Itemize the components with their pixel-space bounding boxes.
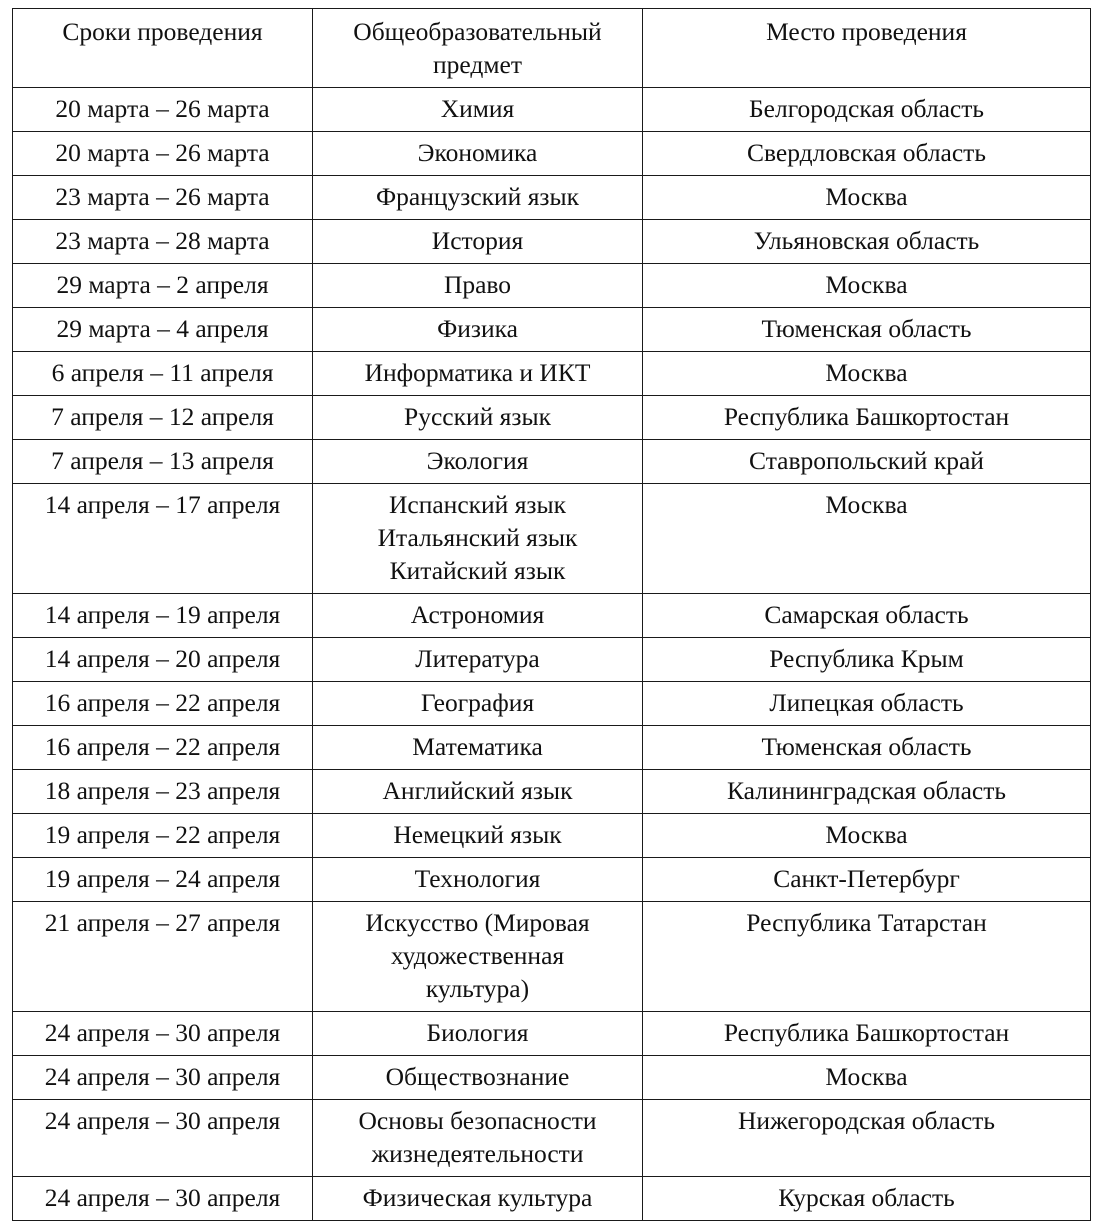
cell-subject: [313, 88, 643, 132]
table-row: [13, 814, 1091, 858]
cell-dates: 29 марта – 4 апреля: [13, 308, 313, 352]
cell-dates: 23 марта – 28 марта: [13, 220, 313, 264]
cell-dates: 7 апреля – 13 апреля: [13, 440, 313, 484]
cell-place: Липецкая область: [643, 682, 1091, 726]
cell-subject-line: Право: [443, 270, 512, 299]
cell-subject-line: История: [431, 226, 524, 255]
cell-subject: [313, 352, 643, 396]
cell-subject: [313, 176, 643, 220]
cell-subject: [313, 638, 643, 682]
cell-place: Нижегородская область: [643, 1100, 1091, 1177]
cell-subject-line: Экономика: [417, 138, 538, 167]
cell-subject: [313, 1056, 643, 1100]
cell-subject-line: Французский язык: [375, 182, 580, 211]
table-row: [13, 594, 1091, 638]
cell-subject-line: Испанский язык: [388, 490, 567, 519]
header-row: [13, 9, 1091, 88]
table-header: [13, 9, 1091, 88]
table-row: [13, 1056, 1091, 1100]
cell-subject-line: Основы безопасности: [358, 1106, 597, 1135]
cell-dates: 29 марта – 2 апреля: [13, 264, 313, 308]
cell-subject: [313, 396, 643, 440]
cell-subject-line: Информатика и ИКТ: [364, 358, 591, 387]
table-row: [13, 440, 1091, 484]
cell-subject: [313, 682, 643, 726]
cell-place: Республика Башкортостан: [643, 1012, 1091, 1056]
cell-subject-line: Литература: [415, 644, 540, 673]
cell-place: Белгородская область: [643, 88, 1091, 132]
cell-subject-line: География: [420, 688, 535, 717]
cell-subject: [313, 308, 643, 352]
cell-dates: 24 апреля – 30 апреля: [13, 1100, 313, 1177]
cell-dates: 23 марта – 26 марта: [13, 176, 313, 220]
table-row: [13, 484, 1091, 594]
cell-subject-line: жизнедеятельности: [371, 1139, 584, 1168]
table-row: [13, 902, 1091, 1012]
header-subject-line: предмет: [433, 50, 522, 79]
cell-subject: [313, 594, 643, 638]
header-subject: [313, 9, 643, 88]
cell-dates: 14 апреля – 17 апреля: [13, 484, 313, 594]
table-row: [13, 88, 1091, 132]
cell-place: Республика Крым: [643, 638, 1091, 682]
table-row: [13, 308, 1091, 352]
cell-subject-line: Обществознание: [385, 1062, 570, 1091]
table-row: [13, 726, 1091, 770]
table-row: [13, 396, 1091, 440]
cell-subject: [313, 770, 643, 814]
cell-dates: 7 апреля – 12 апреля: [13, 396, 313, 440]
table-row: [13, 858, 1091, 902]
cell-dates: 19 апреля – 22 апреля: [13, 814, 313, 858]
table-row: [13, 1177, 1091, 1221]
cell-place: Самарская область: [643, 594, 1091, 638]
table-row: [13, 220, 1091, 264]
cell-place: Республика Татарстан: [643, 902, 1091, 1012]
cell-subject: [313, 440, 643, 484]
cell-dates: 24 апреля – 30 апреля: [13, 1056, 313, 1100]
table-row: [13, 1012, 1091, 1056]
cell-place: Москва: [643, 814, 1091, 858]
cell-subject-line: Китайский язык: [389, 556, 566, 585]
cell-dates: 16 апреля – 22 апреля: [13, 726, 313, 770]
cell-subject-line: Немецкий язык: [393, 820, 562, 849]
cell-place: Москва: [643, 352, 1091, 396]
header-dates: Сроки проведения: [13, 9, 313, 88]
cell-subject-line: Физическая культура: [362, 1183, 593, 1212]
cell-place: Москва: [643, 176, 1091, 220]
header-place: Место проведения: [643, 9, 1091, 88]
cell-subject: [313, 220, 643, 264]
cell-place: Тюменская область: [643, 726, 1091, 770]
cell-place: Курская область: [643, 1177, 1091, 1221]
table-row: [13, 132, 1091, 176]
cell-subject-line: Технология: [414, 864, 541, 893]
cell-place: Москва: [643, 1056, 1091, 1100]
table-row: [13, 770, 1091, 814]
cell-place: Калининградская область: [643, 770, 1091, 814]
cell-subject-line: Английский язык: [382, 776, 573, 805]
table-row: [13, 352, 1091, 396]
table-row: [13, 264, 1091, 308]
cell-place: Тюменская область: [643, 308, 1091, 352]
cell-dates: 19 апреля – 24 апреля: [13, 858, 313, 902]
cell-subject-line: Астрономия: [410, 600, 545, 629]
cell-subject: [313, 264, 643, 308]
cell-subject: [313, 484, 643, 594]
cell-subject: [313, 726, 643, 770]
cell-place: Санкт-Петербург: [643, 858, 1091, 902]
cell-subject-line: Химия: [440, 94, 515, 123]
cell-subject: [313, 902, 643, 1012]
table-body: [13, 88, 1091, 1221]
cell-subject: [313, 1100, 643, 1177]
cell-subject: [313, 132, 643, 176]
cell-place: Свердловская область: [643, 132, 1091, 176]
olympiad-schedule-table: [12, 8, 1091, 1221]
cell-dates: 20 марта – 26 марта: [13, 88, 313, 132]
cell-place: Москва: [643, 484, 1091, 594]
cell-subject: [313, 858, 643, 902]
cell-dates: 14 апреля – 19 апреля: [13, 594, 313, 638]
cell-subject-line: Математика: [412, 732, 543, 761]
cell-subject-line: Русский язык: [404, 402, 551, 431]
table-row: [13, 1100, 1091, 1177]
header-subject-line: Общеобразовательный: [353, 17, 602, 46]
cell-place: Ставропольский край: [643, 440, 1091, 484]
cell-dates: 16 апреля – 22 апреля: [13, 682, 313, 726]
table-row: [13, 176, 1091, 220]
cell-subject: [313, 1177, 643, 1221]
cell-place: Республика Башкортостан: [643, 396, 1091, 440]
table-row: [13, 638, 1091, 682]
cell-dates: 20 марта – 26 марта: [13, 132, 313, 176]
table-row: [13, 682, 1091, 726]
cell-subject-line: Искусство (Мировая: [365, 908, 590, 937]
cell-dates: 24 апреля – 30 апреля: [13, 1177, 313, 1221]
cell-subject: [313, 1012, 643, 1056]
cell-subject-line: Биология: [426, 1018, 529, 1047]
cell-dates: 14 апреля – 20 апреля: [13, 638, 313, 682]
cell-dates: 24 апреля – 30 апреля: [13, 1012, 313, 1056]
cell-subject-line: Экология: [426, 446, 529, 475]
cell-subject: [313, 814, 643, 858]
cell-dates: 21 апреля – 27 апреля: [13, 902, 313, 1012]
cell-subject-line: художественная: [390, 941, 565, 970]
cell-subject-line: Итальянский язык: [377, 523, 578, 552]
cell-place: Ульяновская область: [643, 220, 1091, 264]
cell-place: Москва: [643, 264, 1091, 308]
cell-dates: 18 апреля – 23 апреля: [13, 770, 313, 814]
cell-dates: 6 апреля – 11 апреля: [13, 352, 313, 396]
cell-subject-line: Физика: [437, 314, 518, 343]
cell-subject-line: культура): [425, 974, 530, 1003]
